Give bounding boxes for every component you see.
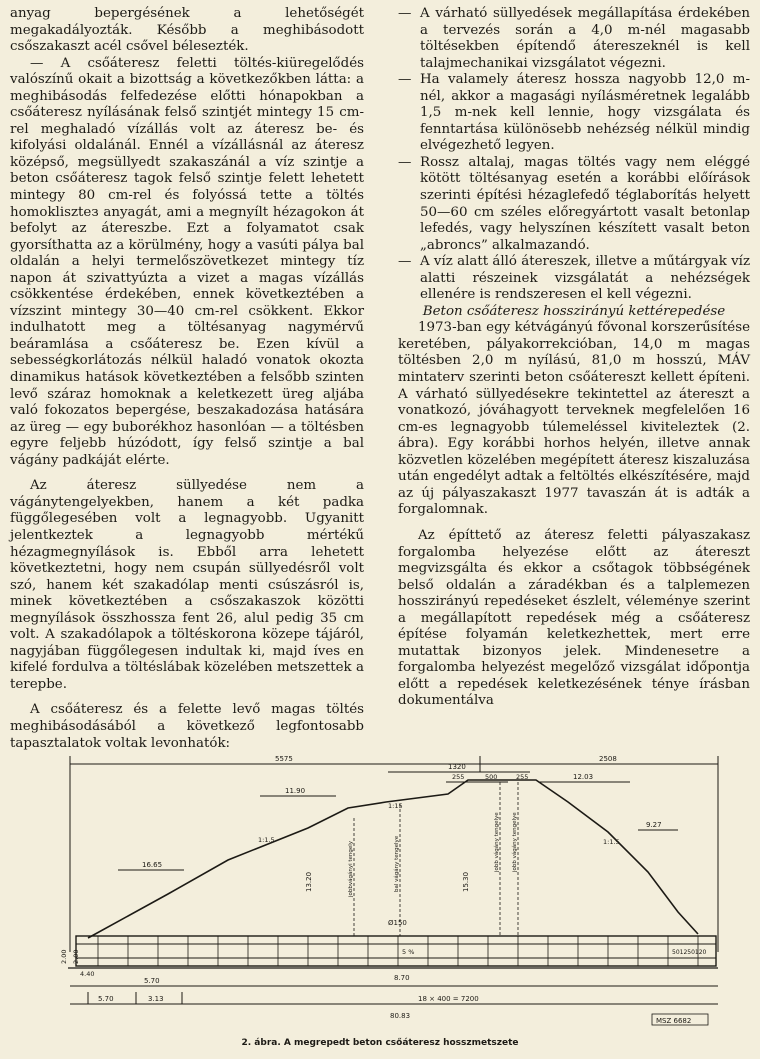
dim-label: 255 xyxy=(516,773,529,781)
dim-label: 13.20 xyxy=(305,871,313,892)
dim-label: 8.70 xyxy=(394,974,410,982)
dim-label: 255 xyxy=(452,773,465,781)
dim-label: 500 xyxy=(485,773,498,781)
paragraph: — A csőáteresz feletti töltés-kiüregelődés valószínű okait a bizottság a következőkben látta: a meghibásodás felfedezése előtti hónapokban a csőáteresz nyílásának felső szintjét mintegy 15 cm-rel meghaladó vízállás volt az áteresz be- és kifolyási oldalánál. Ennél a vízállásnál az áteresz középső, megsüllyedt szakaszánál a víz szintje a beton csőáteresz tagok felső szintje felett lehetett mintegy 80 cm-rel és folyóssá tette a töltés homokliszteз anyagát, ami a megnyílt hézagokon át befolyt az átereszbe. Ezt a folyamatot csak gyorsíthatta az a körülmény, hogy a vasúti pálya bal oldalán a helyi termelőszövetkezet mintegy tíz napon át szivattyúzta a vizet a magas vízállás csökkentése érdekében, ennek következtében a vízszint mintegy 30—40 cm-rel csökkent. Ekkor indulhatott meg a töltésanyag nagymérvű beáramlása a csőáteresz be. Ezen kívül a sebességkorlátozás nélkül haladó vonatok okozta dinamikus hatások következtében a felsőbb szinten levő száraz homoknak a keletkezett üreg aljába való fokozatos bepergése, beszakadozása hatására az üreg — egy buborékhoz hasonlóan — a töltésben egyre feljebb húzódott, így felső szintje a bal vágány padkáját elérte. xyxy=(10,55,364,468)
track-axis-label: bal vágány tengelye xyxy=(394,835,400,892)
dim-label: 2508 xyxy=(599,755,617,763)
text-column-right xyxy=(398,6,750,710)
track-axis-label: jobb vágány tengelye xyxy=(494,812,500,872)
figure-caption: 2. ábra. A megrepedt beton csőáteresz hosszmetszete xyxy=(241,1038,519,1048)
dim-label: 1:15 xyxy=(388,802,403,810)
dim-label: 18 × 400 = 7200 xyxy=(418,995,479,1003)
paragraph: Az építtető az áteresz feletti pályaszakasz forgalomba helyezése előtt az átereszt megvizsgálta és ekkor a csőtagok többségének belső oldalán a záradékban és a talplemezen hosszirányú repedéseket észlelt, véleménye szerint a megállapított repedések még a csőáteresz építése folyamán keletkezhettek, mert erre mutattak bizonyos jelek. Mindenesetre a forgalomba helyezést megelőző vizsgálat időpontja előtt a repedések keletkezésének ténye írásban dokumentálva xyxy=(398,527,750,709)
dim-label: 5 % xyxy=(402,948,415,956)
dim-label: 2.00 xyxy=(60,949,68,964)
culvert-longitudinal-section-drawing xyxy=(48,742,738,1027)
bullet-item: — A víz alatt álló átereszek, illetve a műtárgyak víz alatti részeinek vizsgálatát a nehézségek ellenére is rendszeresen el kell végezni. xyxy=(398,254,750,303)
paragraph: A csőáteresz és a felette levő magas töltés meghibásodásából a következő legfontosabb tapasztalatok voltak levonhatók: xyxy=(10,702,364,751)
dim-label: 3.13 xyxy=(148,995,164,1003)
section-heading: Beton csőáteresz hosszirányú kettérepedése xyxy=(422,303,726,319)
dim-label: 15.30 xyxy=(462,871,470,892)
paragraph: Az áteresz süllyedése nem a vágánytengelyekben, hanem a két padka függőlegesében volt a legnagyobb. Ugyanitt jelentkeztek a legnagyobb mértékű hézagmegnyílások is. Ebből arra lehetett következtetni, hogy nem csupán süllyedésről volt szó, hanem két szakadólap menti csúszásról is, minek következtében a csőszakaszok közötti megnyílások összhossza fent 26, alul pedig 35 cm volt. A szakadólapok a töltéskorona közepe tájáról, nagyjában függőlegesen indultak ki, majd íves en kifelé fordulva a töltéslábak közelében metszettek a terepbe. xyxy=(10,478,364,692)
dim-label: 5575 xyxy=(275,755,293,763)
dim-label: 5.70 xyxy=(98,995,114,1003)
paragraph: 1973-ban egy kétvágányú fővonal korszerűsítése keretében, pályakorrekcióban, 14,0 m magas töltésben 2,0 m nyílású, 81,0 m hosszú, MÁV mintaterv szerinti beton csőátereszt kellett építeni. A várható süllyedésekre tekintettel az átereszt a vonatkozó, jóváhagyott terveknek megfelelően 16 cm-es legnagyobb túlemeléssel kiviteleztek (2. ábra). Egy korábbi horhos helyén, illetve annak közvetlen közelében megépített áteresz kiszaluzása után engedélyt adtak a feltöltés elkészítésére, majd az új pályaszakaszt 1977 tavaszán át is adták a forgalomnak. xyxy=(398,320,750,518)
dim-label: 2.00 xyxy=(72,949,80,964)
dim-label: 12.03 xyxy=(573,773,594,781)
dim-label: 5.70 xyxy=(144,977,160,985)
dim-label: 1320 xyxy=(448,763,466,771)
paragraph: anyag bepergésének a lehetőségét megakadályozták. Később a meghibásodott csőszakaszt acél csővel bélesezték. xyxy=(10,6,364,55)
dim-label: 80.83 xyxy=(390,1012,411,1020)
dim-label: 501250120 xyxy=(672,949,707,956)
track-axis-label: jobb vágány tengelye xyxy=(512,812,518,872)
dim-label: 1:1.5 xyxy=(603,838,620,846)
dim-label: 1:1.5 xyxy=(258,836,275,844)
dim-label: 11.90 xyxy=(285,787,306,795)
bullet-item: — A várható süllyedések megállapítása érdekében a tervezés során a 4,0 m-nél magasabb töltésekben építendő átereszeknél is kell talajmechanikai vizsgálatot végezni. xyxy=(398,6,750,71)
dim-label: 16.65 xyxy=(142,861,163,869)
dim-label: 4.40 xyxy=(80,970,95,978)
bullet-item: — Ha valamely áteresz hossza nagyobb 12,0 m-nél, akkor a magasági nyílásméretnek legalább 1,5 m-nek kell lennie, hogy vizsgálata és fenntartása különösebb nehézség nélkül mindig elvégezhető legyen. xyxy=(398,72,750,154)
stamp-label: MSZ 6682 xyxy=(656,1017,692,1025)
dim-label: 9.27 xyxy=(646,821,662,829)
text-column-left xyxy=(10,6,364,752)
track-axis-label: jobbvágányi tengely xyxy=(348,840,354,897)
bullet-item: — Rossz altalaj, magas töltés vagy nem eléggé kötött töltésanyag esetén a korábbi előírások szerinti építési hézaglefedő téglaborítás helyett 50—60 cm széles előregyártott vasalt betonlap lefedés, vagy helyszínen készített vasalt beton „abroncs” alkalmazandó. xyxy=(398,154,750,253)
dim-label: Ø150 xyxy=(388,919,407,927)
